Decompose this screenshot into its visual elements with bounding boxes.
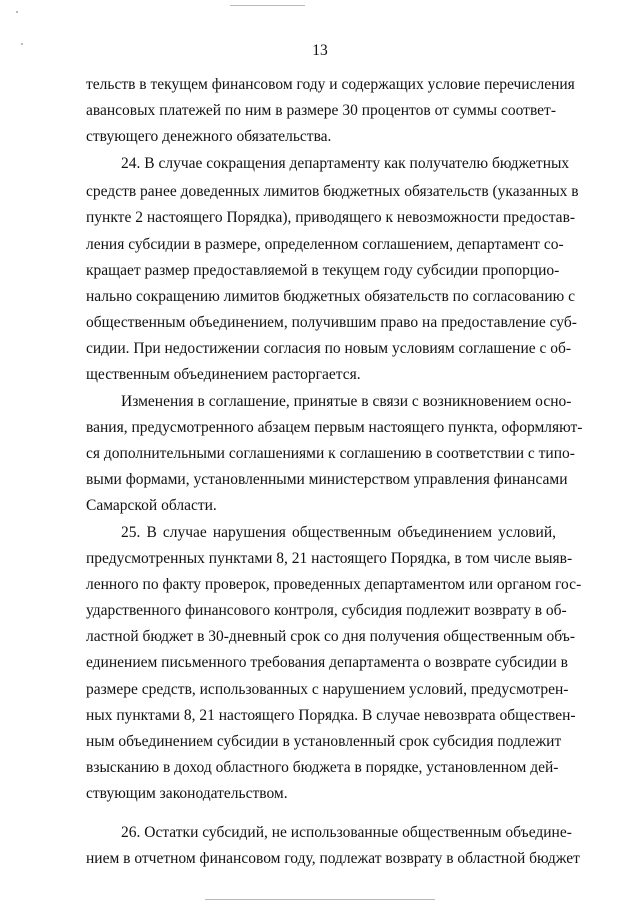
text-line: взысканию в доход областного бюджета в порядке, установленном дей- xyxy=(86,759,559,776)
text-line: ных пунктами 8, 21 настоящего Порядка. В случае невозврата обществен- xyxy=(86,707,576,724)
scan-artifact-bottom xyxy=(205,899,435,900)
text-line: пункте 2 настоящего Порядка), приводящего к невозможности предостав- xyxy=(86,209,576,226)
text-line: сидии. При недостижении согласия по новым условиям соглашение с об- xyxy=(86,340,572,357)
text-line: ствующим законодательством. xyxy=(86,785,288,802)
text-line: 25. В случае нарушения общественным объединением условий, xyxy=(121,524,556,541)
text-line: общественным объединением, получившим право на предоставление суб- xyxy=(86,314,577,331)
text-line: нально сокращению лимитов бюджетных обязательств по согласованию с xyxy=(86,288,575,305)
text-line: авансовых платежей по ним в размере 30 процентов от суммы соответ- xyxy=(86,102,556,119)
text-line: Самарской области. xyxy=(86,497,217,514)
text-line: 26. Остатки субсидий, не использованные общественным объедине- xyxy=(121,824,572,841)
text-line: ным объединением субсидии в установленный срок субсидия подлежит xyxy=(86,733,562,750)
text-line: Изменения в соглашение, принятые в связи с возникновением осно- xyxy=(121,393,572,410)
text-line: ударственного финансового контроля, субсидия подлежит возврату в об- xyxy=(86,602,567,619)
text-line: 24. В случае сокращения департаменту как получателю бюджетных xyxy=(121,155,570,172)
text-line: ленного по факту проверок, проведенных департаментом или органом гос- xyxy=(86,576,582,593)
text-line: тельств в текущем финансовом году и содержащих условие перечисления xyxy=(86,76,575,93)
text-line: кращает размер предоставляемой в текущем году субсидии пропорцио- xyxy=(86,262,560,279)
text-line: вания, предусмотренного абзацем первым настоящего пункта, оформляют- xyxy=(86,419,583,436)
text-line: щественным объединением расторгается. xyxy=(86,366,361,383)
scan-artifact-left-1 xyxy=(16,11,18,13)
text-line: средств ранее доведенных лимитов бюджетных обязательств (указанных в xyxy=(86,183,579,200)
text-line: нием в отчетном финансовом году, подлежат возврату в областной бюджет xyxy=(86,850,580,867)
text-line: единением письменного требования департамента о возврате субсидии в xyxy=(86,654,568,671)
text-line: ластной бюджет в 30-дневный срок со дня получения общественным объ- xyxy=(86,628,575,645)
text-line: выми формами, установленными министерством управления финансами xyxy=(86,471,568,488)
text-line: ствующего денежного обязательства. xyxy=(86,128,332,145)
text-line: ления субсидии в размере, определенном соглашением, департамент со- xyxy=(86,236,564,253)
text-line: ся дополнительными соглашениями к соглашению в соответствии с типо- xyxy=(86,445,575,462)
page-number: 13 xyxy=(312,42,328,59)
scan-artifact-top xyxy=(230,5,305,6)
text-line: размере средств, использованных с нарушением условий, предусмотрен- xyxy=(86,681,569,698)
text-line: предусмотренных пунктами 8, 21 настоящего Порядка, в том числе выяв- xyxy=(86,550,573,567)
